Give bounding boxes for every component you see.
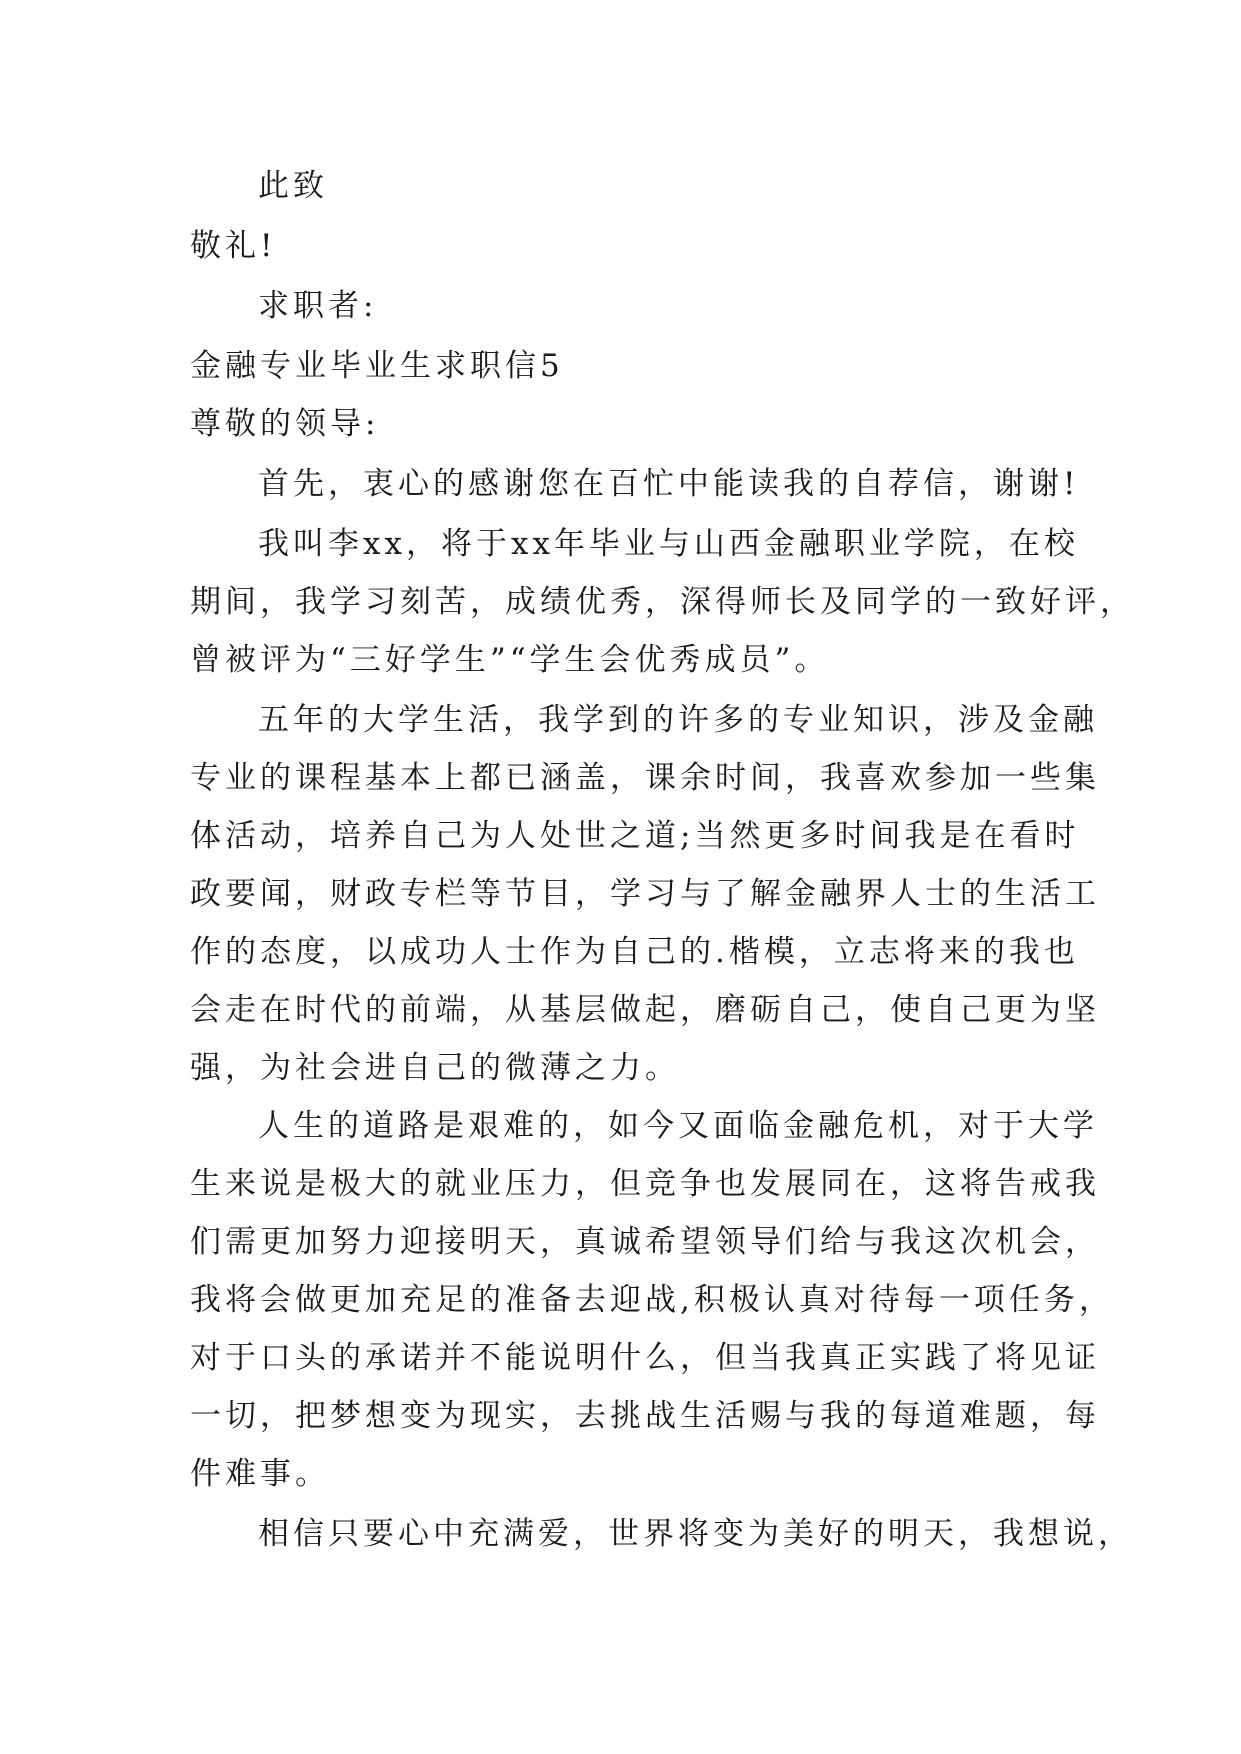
paragraph-line: 对于口头的承诺并不能说明什么，但当我真正实践了将见证	[190, 1340, 1100, 1376]
paragraph-line: 们需更加努力迎接明天，真诚希望领导们给与我这次机会，	[190, 1224, 1100, 1260]
paragraph-line: 生来说是极大的就业压力，但竞争也发展同在，这将告戒我	[190, 1166, 1100, 1202]
closing-salutation-end: 敬礼!	[190, 228, 277, 264]
paragraph-line: 期间，我学习刻苦，成绩优秀，深得师长及同学的一致好评，	[190, 584, 1135, 620]
paragraph-line: 首先，衷心的感谢您在百忙中能读我的自荐信，谢谢!	[258, 466, 1080, 502]
paragraph-line: 件难事。	[190, 1456, 330, 1492]
paragraph-line: 会走在时代的前端，从基层做起，磨砺自己，使自己更为坚	[190, 992, 1100, 1028]
closing-salutation-start: 此致	[258, 168, 328, 204]
paragraph-line: 作的态度，以成功人士作为自己的.楷模，立志将来的我也	[190, 934, 1079, 970]
paragraph-line: 强，为社会进自己的微薄之力。	[190, 1050, 680, 1086]
paragraph-line: 政要闻，财政专栏等节目，学习与了解金融界人士的生活工	[190, 876, 1100, 912]
paragraph-line: 专业的课程基本上都已涵盖，课余时间，我喜欢参加一些集	[190, 760, 1100, 796]
letter-title: 金融专业毕业生求职信5	[190, 348, 564, 384]
paragraph-line: 我叫李xx，将于xx年毕业与山西金融职业学院，在校	[258, 526, 1079, 562]
paragraph-line: 一切，把梦想变为现实，去挑战生活赐与我的每道难题，每	[190, 1398, 1100, 1434]
paragraph-line: 相信只要心中充满爱，世界将变为美好的明天，我想说，	[258, 1516, 1133, 1552]
paragraph-line: 我将会做更加充足的准备去迎战,积极认真对待每一项任务，	[190, 1282, 1114, 1318]
paragraph-line: 五年的大学生活，我学到的许多的专业知识，涉及金融	[258, 702, 1098, 738]
paragraph-line: 体活动，培养自己为人处世之道;当然更多时间我是在看时	[190, 818, 1080, 854]
paragraph-line: 人生的道路是艰难的，如今又面临金融危机，对于大学	[258, 1108, 1098, 1144]
letter-greeting: 尊敬的领导:	[190, 406, 380, 442]
applicant-label: 求职者:	[258, 288, 378, 324]
paragraph-line: 曾被评为“三好学生”“学生会优秀成员”。	[190, 642, 830, 678]
